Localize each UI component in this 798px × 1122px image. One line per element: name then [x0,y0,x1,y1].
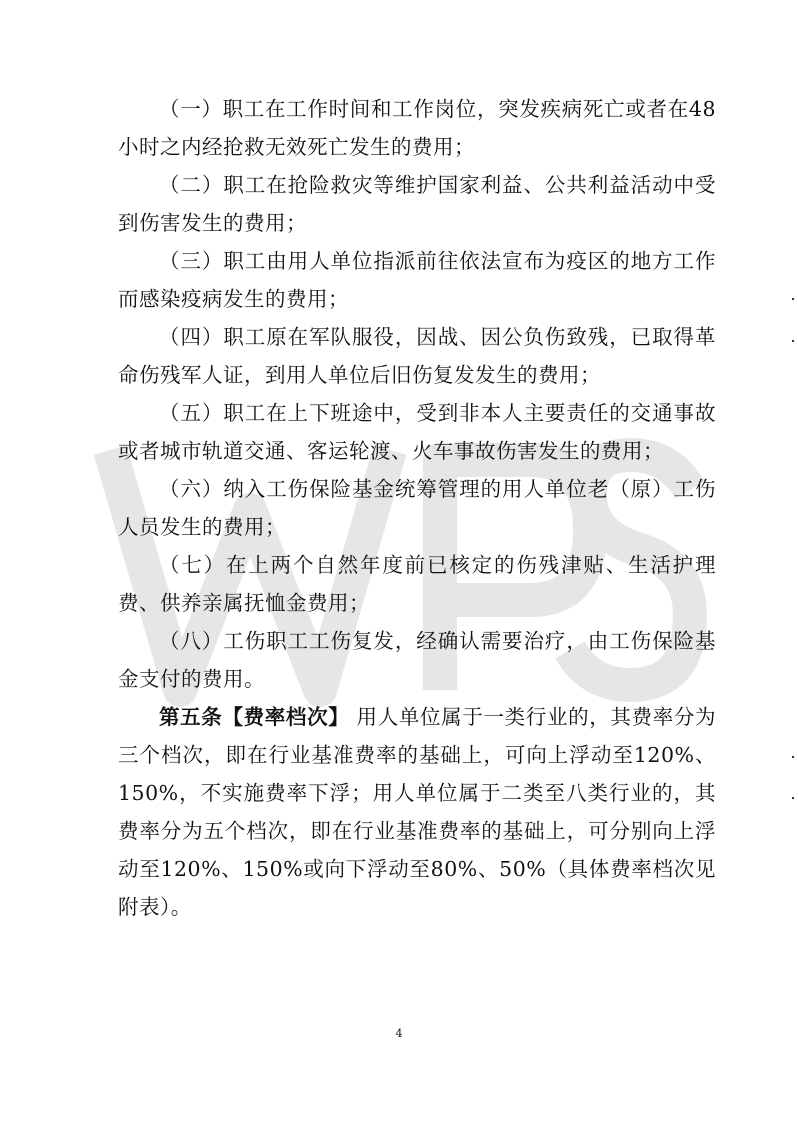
edge-mark [792,756,794,758]
edge-mark [792,797,794,799]
edge-mark [792,298,794,300]
list-item: （五）职工在上下班途中，受到非本人主要责任的交通事故或者城市轨道交通、客运轮渡、火车事故伤害发生的费用； [118,401,716,463]
article-5 [118,698,716,926]
list-item: （三）职工由用人单位指派前往依法宣布为疫区的地方工作而感染疫病发生的费用； [118,249,716,311]
edge-mark [792,340,794,342]
list-item: （七）在上两个自然年度前已核定的伤残津贴、生活护理费、供养亲属抚恤金费用； [118,553,716,615]
list-item: （一）职工在工作时间和工作岗位，突发疾病死亡或者在48小时之内经抢救无效死亡发生的费用； [118,97,716,159]
list-item: （二）职工在抢险救灾等维护国家利益、公共利益活动中受到伤害发生的费用； [118,173,716,235]
article-heading: 第五条【费率档次】 [159,705,350,729]
page-number: 4 [395,1027,403,1040]
article-body: 用人单位属于一类行业的，其费率分为三个档次，即在行业基准费率的基础上，可向上浮动至120%、150%，不实施费率下浮；用人单位属于二类至八类行业的，其费率分为五个档次，即在行业基准费率的基础上，可分别向上浮动至120%、150%或向下浮动至80%、50%（具体费率档次见附表）。 [118,705,717,919]
document-body [118,90,716,926]
list-item: （六）纳入工伤保险基金统筹管理的用人单位老（原）工伤人员发生的费用； [118,477,716,539]
list-item: （八）工伤职工工伤复发，经确认需要治疗，由工伤保险基金支付的费用。 [118,629,716,691]
list-item: （四）职工原在军队服役，因战、因公负伤致残，已取得革命伤残军人证，到用人单位后旧伤复发发生的费用； [118,325,716,387]
